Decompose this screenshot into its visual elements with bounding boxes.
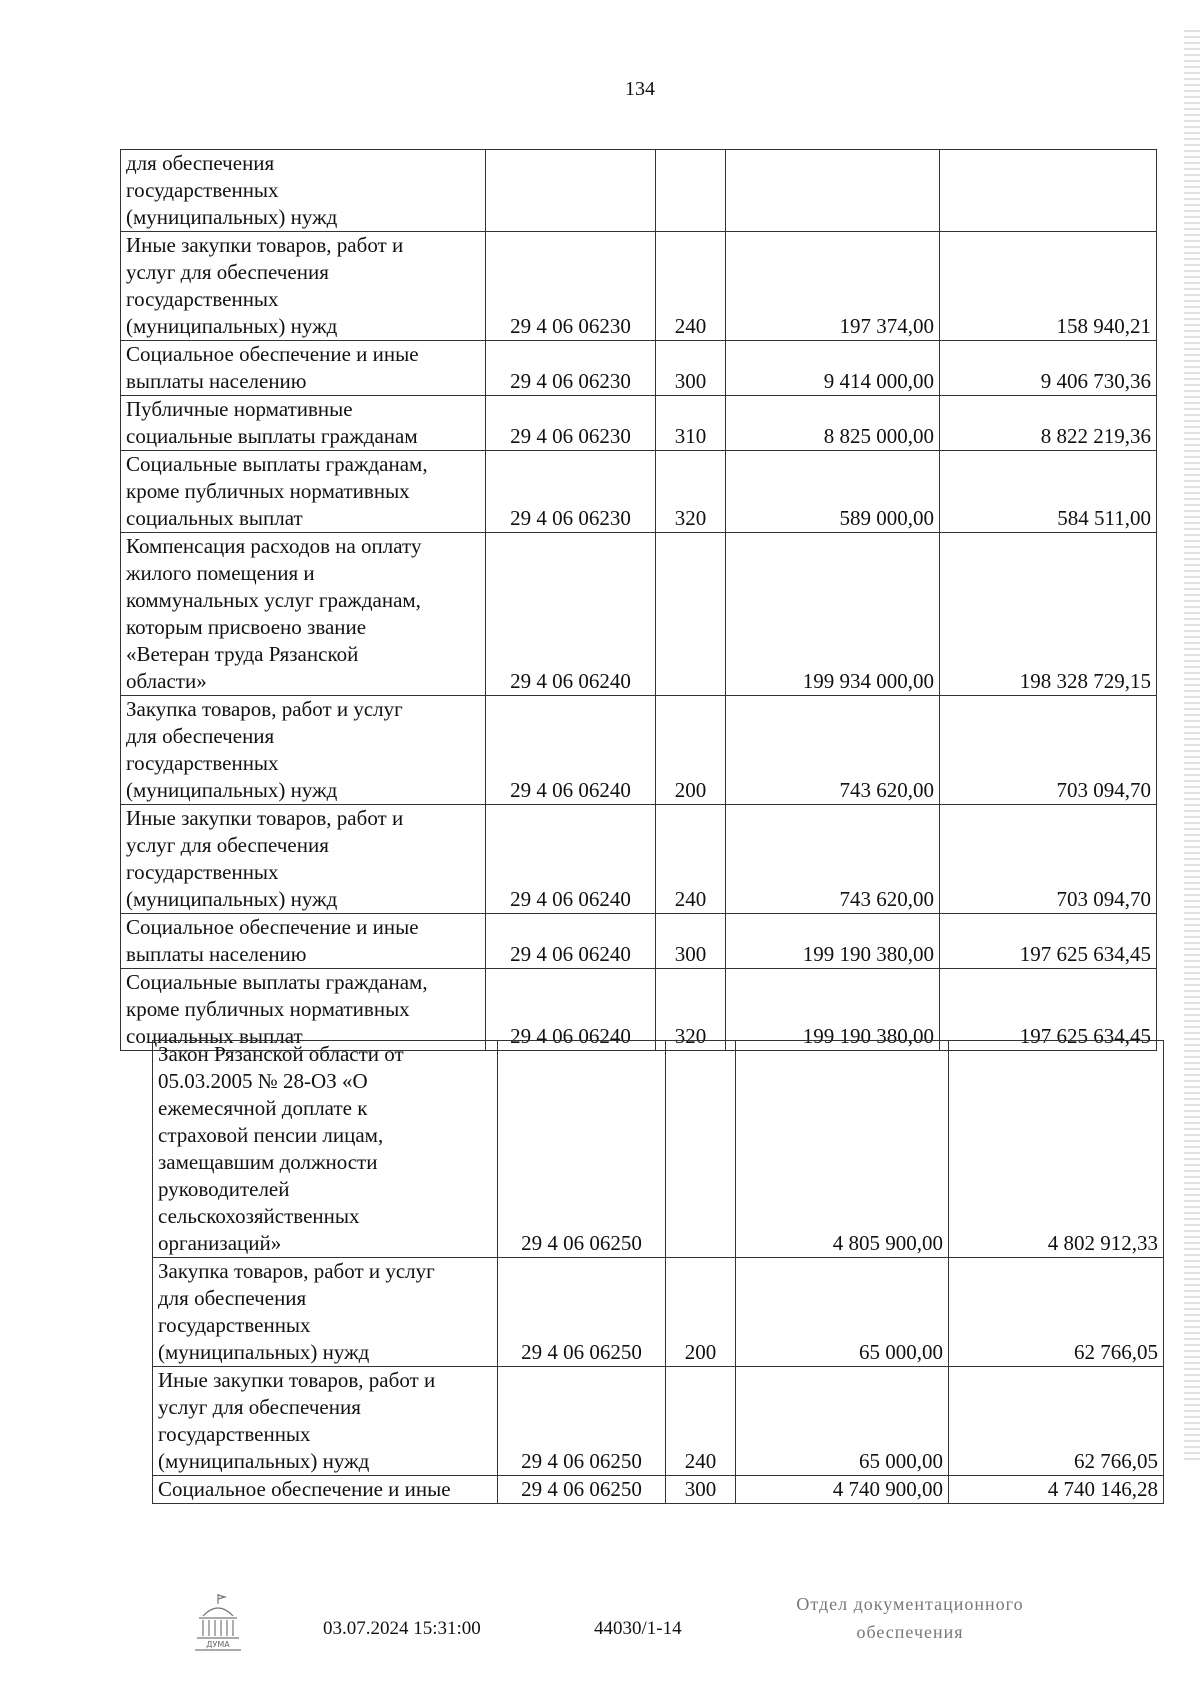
logo-text: ДУМА <box>206 1640 230 1649</box>
row-expense-type: 310 <box>656 396 726 451</box>
row-executed-amount: 197 625 634,45 <box>940 914 1157 969</box>
table-row <box>121 696 1157 805</box>
row-expense-type: 240 <box>666 1367 736 1476</box>
row-planned-amount: 4 805 900,00 <box>736 1041 949 1258</box>
row-expense-type: 320 <box>656 451 726 533</box>
row-planned-amount: 9 414 000,00 <box>726 341 940 396</box>
budget-table-part-1 <box>120 149 1157 1051</box>
table-row <box>121 805 1157 914</box>
row-target-code <box>486 150 656 232</box>
row-target-code: 29 4 06 06250 <box>498 1041 666 1258</box>
department-stamp-line-2: обеспечения <box>856 1622 964 1642</box>
row-planned-amount: 743 620,00 <box>726 696 940 805</box>
row-expense-type <box>656 533 726 696</box>
row-executed-amount: 584 511,00 <box>940 451 1157 533</box>
budget-table-part-2 <box>152 1040 1164 1504</box>
row-target-code: 29 4 06 06240 <box>486 533 656 696</box>
row-executed-amount: 62 766,05 <box>949 1258 1164 1367</box>
row-executed-amount: 703 094,70 <box>940 696 1157 805</box>
row-expense-type <box>666 1041 736 1258</box>
row-target-code: 29 4 06 06240 <box>486 914 656 969</box>
row-planned-amount: 199 190 380,00 <box>726 914 940 969</box>
row-planned-amount: 4 740 900,00 <box>736 1476 949 1504</box>
table-row <box>121 969 1157 1051</box>
row-target-code: 29 4 06 06250 <box>498 1258 666 1367</box>
row-target-code: 29 4 06 06230 <box>486 451 656 533</box>
row-executed-amount: 62 766,05 <box>949 1367 1164 1476</box>
row-target-code: 29 4 06 06240 <box>486 805 656 914</box>
page-number: 134 <box>625 78 655 100</box>
table-row <box>121 232 1157 341</box>
row-description: Публичные нормативные социальные выплаты гражданам <box>121 396 486 451</box>
row-target-code: 29 4 06 06230 <box>486 232 656 341</box>
row-description: Закупка товаров, работ и услуг для обеспечения государственных (муниципальных) нужд <box>153 1258 498 1367</box>
scan-edge-marks <box>1184 30 1200 1460</box>
row-executed-amount: 9 406 730,36 <box>940 341 1157 396</box>
row-expense-type: 300 <box>656 341 726 396</box>
row-executed-amount: 4 802 912,33 <box>949 1041 1164 1258</box>
row-description: Социальное обеспечение и иные <box>153 1476 498 1504</box>
department-stamp-line-1: Отдел документационного <box>796 1594 1024 1614</box>
table-row <box>121 914 1157 969</box>
row-description: Компенсация расходов на оплату жилого помещения и коммунальных услуг гражданам, которым присвоено звание «Ветеран труда Рязанской области» <box>121 533 486 696</box>
row-expense-type: 240 <box>656 232 726 341</box>
table-row <box>153 1476 1164 1504</box>
row-expense-type <box>656 150 726 232</box>
row-expense-type: 320 <box>656 969 726 1051</box>
row-executed-amount: 4 740 146,28 <box>949 1476 1164 1504</box>
footer-datetime: 03.07.2024 15:31:00 <box>323 1618 481 1639</box>
row-target-code: 29 4 06 06240 <box>486 696 656 805</box>
row-executed-amount: 158 940,21 <box>940 232 1157 341</box>
row-planned-amount: 589 000,00 <box>726 451 940 533</box>
row-executed-amount: 198 328 729,15 <box>940 533 1157 696</box>
table-row <box>121 150 1157 232</box>
row-planned-amount <box>726 150 940 232</box>
table-row <box>121 396 1157 451</box>
row-planned-amount: 743 620,00 <box>726 805 940 914</box>
row-expense-type: 240 <box>656 805 726 914</box>
duma-logo-icon <box>185 1592 251 1654</box>
department-stamp <box>770 1590 1050 1646</box>
row-target-code: 29 4 06 06230 <box>486 396 656 451</box>
row-expense-type: 200 <box>666 1258 736 1367</box>
table-row <box>121 341 1157 396</box>
row-planned-amount: 199 934 000,00 <box>726 533 940 696</box>
row-description: для обеспечения государственных (муниципальных) нужд <box>121 150 486 232</box>
row-planned-amount: 199 190 380,00 <box>726 969 940 1051</box>
row-executed-amount <box>940 150 1157 232</box>
row-expense-type: 200 <box>656 696 726 805</box>
table-row <box>121 533 1157 696</box>
row-target-code: 29 4 06 06250 <box>498 1476 666 1504</box>
row-planned-amount: 8 825 000,00 <box>726 396 940 451</box>
row-description: Социальные выплаты гражданам, кроме публичных нормативных социальных выплат <box>121 969 486 1051</box>
row-expense-type: 300 <box>656 914 726 969</box>
row-description: Иные закупки товаров, работ и услуг для обеспечения государственных (муниципальных) нужд <box>153 1367 498 1476</box>
row-executed-amount: 8 822 219,36 <box>940 396 1157 451</box>
row-target-code: 29 4 06 06250 <box>498 1367 666 1476</box>
row-target-code: 29 4 06 06240 <box>486 969 656 1051</box>
table-row <box>153 1367 1164 1476</box>
table-row <box>153 1258 1164 1367</box>
row-executed-amount: 197 625 634,45 <box>940 969 1157 1051</box>
row-description: Социальное обеспечение и иные выплаты населению <box>121 341 486 396</box>
row-description: Закупка товаров, работ и услуг для обеспечения государственных (муниципальных) нужд <box>121 696 486 805</box>
table-row <box>153 1041 1164 1258</box>
row-description: Закон Рязанской области от 05.03.2005 № 28-ОЗ «О ежемесячной доплате к страховой пенсии лицам, замещавшим должности руководителей сельскохозяйственных организаций» <box>153 1041 498 1258</box>
row-target-code: 29 4 06 06230 <box>486 341 656 396</box>
row-planned-amount: 197 374,00 <box>726 232 940 341</box>
row-description: Социальное обеспечение и иные выплаты населению <box>121 914 486 969</box>
row-description: Иные закупки товаров, работ и услуг для обеспечения государственных (муниципальных) нужд <box>121 232 486 341</box>
row-planned-amount: 65 000,00 <box>736 1367 949 1476</box>
table-row <box>121 451 1157 533</box>
row-description: Социальные выплаты гражданам, кроме публичных нормативных социальных выплат <box>121 451 486 533</box>
row-planned-amount: 65 000,00 <box>736 1258 949 1367</box>
row-executed-amount: 703 094,70 <box>940 805 1157 914</box>
footer-reg-number: 44030/1-14 <box>594 1618 682 1639</box>
row-description: Иные закупки товаров, работ и услуг для обеспечения государственных (муниципальных) нужд <box>121 805 486 914</box>
row-expense-type: 300 <box>666 1476 736 1504</box>
